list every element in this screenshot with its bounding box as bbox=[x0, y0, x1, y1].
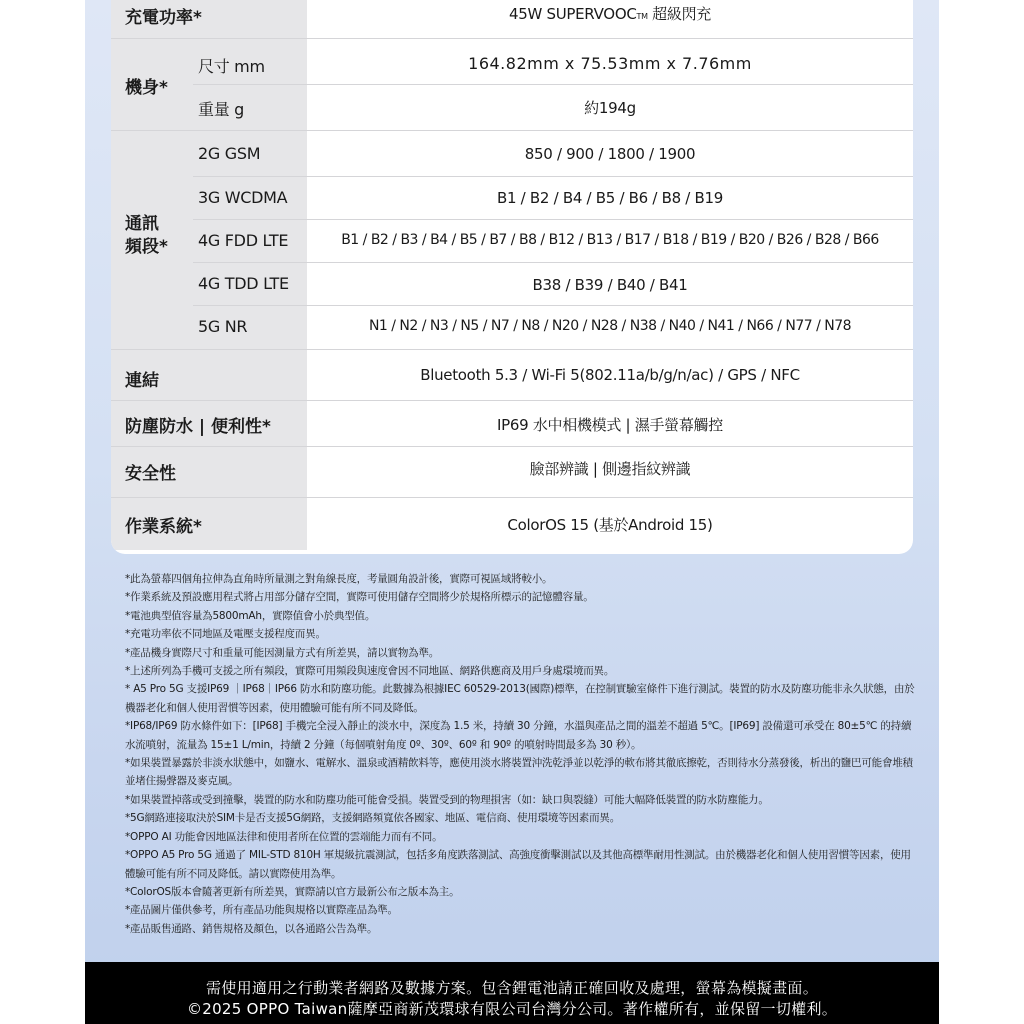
footnote: *如果裝置暴露於非淡水狀態中，如鹽水、電解水、溫泉或酒精飲料等，應使用淡水將裝置沖洗乾淨並以乾淨的軟布將其徹底擦乾，否則待水分蒸發後，析出的鹽巴可能會堆積並堵住揚聲器及麥克風。 bbox=[125, 757, 913, 788]
connectivity-label: 連結 bbox=[125, 371, 159, 391]
bands-label-line2: 頻段* bbox=[125, 237, 168, 257]
charging-label: 充電功率* bbox=[125, 8, 202, 28]
connectivity-value: Bluetooth 5.3 / Wi-Fi 5(802.11a/b/g/n/ac) / GPS / NFC bbox=[420, 366, 800, 384]
size-value: 164.82mm x 75.53mm x 7.76mm bbox=[468, 54, 752, 73]
divider bbox=[111, 400, 913, 401]
footnote: * A5 Pro 5G 支援IP69 ｜IP68｜IP66 防水和防塵功能。此數據為根據IEC 60529-2013(國際)標準，在控制實驗室條件下進行測試。裝置的防水及防塵功能非永久狀態，由於機器老化和個人使用習慣等因素，使用體驗可能有所不同及降低。 bbox=[125, 683, 915, 714]
body-label: 機身* bbox=[125, 78, 168, 98]
footnote: *產品販售通路、銷售規格及顏色，以各通路公告為準。 bbox=[125, 922, 378, 935]
band-4g-fdd-value: B1 / B2 / B3 / B4 / B5 / B7 / B8 / B12 / B13 / B17 / B18 / B19 / B20 / B26 / B28 / B66 bbox=[341, 232, 879, 248]
footer-disclaimer: 需使用適用之行動業者網路及數據方案。包含鋰電池請正確回收及處理，螢幕為模擬畫面。 bbox=[205, 979, 818, 997]
copyright-footer bbox=[85, 962, 939, 1024]
band-5g-label: 5G NR bbox=[198, 317, 248, 336]
band-5g-value: N1 / N2 / N3 / N5 / N7 / N8 / N20 / N28 / N38 / N40 / N41 / N66 / N77 / N78 bbox=[368, 318, 852, 334]
divider bbox=[193, 262, 913, 263]
charging-value bbox=[307, 3, 913, 24]
footnote: *OPPO AI 功能會因地區法律和使用者所在位置的雲端能力而有不同。 bbox=[125, 830, 443, 843]
durability-label: 防塵防水 | 便利性* bbox=[125, 417, 271, 437]
band-4g-fdd-label: 4G FDD LTE bbox=[198, 231, 289, 250]
spec-table bbox=[111, 0, 913, 554]
divider bbox=[111, 446, 913, 447]
band-2g-value: 850 / 900 / 1800 / 1900 bbox=[524, 145, 696, 163]
footnote: *OPPO A5 Pro 5G 通過了 MIL-STD 810H 軍規級抗震測試，包括多角度跌落測試、高強度衝擊測試以及其他高標準耐用性測試。由於機器老化和個人使用習慣等因素，使用體驗可能有所不同及降低。請以實際使用為準。 bbox=[125, 849, 911, 880]
divider bbox=[193, 176, 913, 177]
weight-label: 重量 g bbox=[198, 100, 245, 119]
divider bbox=[111, 349, 913, 350]
footnote: *此為螢幕四個角拉伸為直角時所量測之對角線長度，考量圓角設計後，實際可視區域將較小。 bbox=[125, 573, 553, 585]
security-label: 安全性 bbox=[125, 464, 176, 484]
charging-value-text: 45W SUPERVOOC bbox=[509, 5, 637, 23]
footnote: *ColorOS版本會隨著更新有所差異，實際請以官方最新公布之版本為主。 bbox=[125, 885, 460, 898]
divider bbox=[193, 305, 913, 306]
charging-value-suffix: 超級閃充 bbox=[647, 5, 711, 23]
divider bbox=[193, 219, 913, 220]
footnote: *IP68/IP69 防水條件如下：[IP68] 手機完全浸入靜止的淡水中，深度為 1.5 米，持續 30 分鐘，水溫與產品之間的溫差不超過 5℃。[IP69] 設備還可承受在 80±5℃ 的持續水流噴射，流量為 15±1 L/min，持續 2 分鐘（每個噴射角度 0º、30º、60º 和 90º 的噴射時間最多為 30 秒）。 bbox=[125, 720, 912, 751]
bands-label-line1: 通訊 bbox=[125, 214, 159, 234]
os-value: ColorOS 15 (基於Android 15) bbox=[507, 516, 713, 534]
security-value: 臉部辨識 | 側邊指紋辨識 bbox=[529, 460, 691, 478]
band-3g-value: B1 / B2 / B4 / B5 / B6 / B8 / B19 bbox=[496, 189, 724, 207]
divider bbox=[111, 130, 913, 131]
band-4g-tdd-label: 4G TDD LTE bbox=[198, 274, 289, 293]
spec-page bbox=[85, 0, 939, 1024]
footnote: *產品機身實際尺寸和重量可能因測量方式有所差異，請以實物為準。 bbox=[125, 646, 440, 659]
footnote: *充電功率依不同地區及電壓支援程度而異。 bbox=[125, 628, 326, 641]
divider bbox=[111, 497, 913, 498]
footnote: *如果裝置掉落或受到撞擊，裝置的防水和防塵功能可能會受損。裝置受到的物理損害（如：缺口與裂縫）可能大幅降低裝置的防水防塵能力。 bbox=[125, 793, 769, 806]
footnote: *5G網路連接取決於SIM卡是否支援5G網路，支援網路頻寬依各國家、地區、電信商、使用環境等因素而異。 bbox=[125, 812, 621, 825]
footer-copyright: ©2025 OPPO Taiwan薩摩亞商新茂環球有限公司台灣分公司。著作權所有，並保留一切權利。 bbox=[186, 1000, 838, 1018]
durability-value: IP69 水中相機模式 | 濕手螢幕觸控 bbox=[497, 416, 723, 434]
trademark-mark: TM bbox=[636, 12, 648, 21]
band-3g-label: 3G WCDMA bbox=[198, 188, 288, 207]
footnote: *產品圖片僅供參考，所有產品功能與規格以實際產品為準。 bbox=[125, 904, 398, 917]
footnote: *作業系統及預設應用程式將占用部分儲存空間，實際可使用儲存空間將少於規格所標示的記憶體容量。 bbox=[125, 591, 594, 604]
footnotes bbox=[125, 570, 915, 938]
divider bbox=[193, 84, 913, 85]
os-label: 作業系統* bbox=[125, 517, 202, 537]
divider bbox=[111, 38, 913, 39]
size-label: 尺寸 mm bbox=[198, 57, 265, 76]
band-2g-label: 2G GSM bbox=[198, 144, 261, 163]
footnote: *上述所列為手機可支援之所有頻段，實際可用頻段與速度會因不同地區、網路供應商及用戶身處環境而異。 bbox=[125, 665, 615, 678]
weight-value: 約194g bbox=[584, 99, 636, 117]
band-4g-tdd-value: B38 / B39 / B40 / B41 bbox=[532, 276, 688, 294]
footnote: *電池典型值容量為5800mAh，實際值會小於典型值。 bbox=[125, 609, 376, 622]
